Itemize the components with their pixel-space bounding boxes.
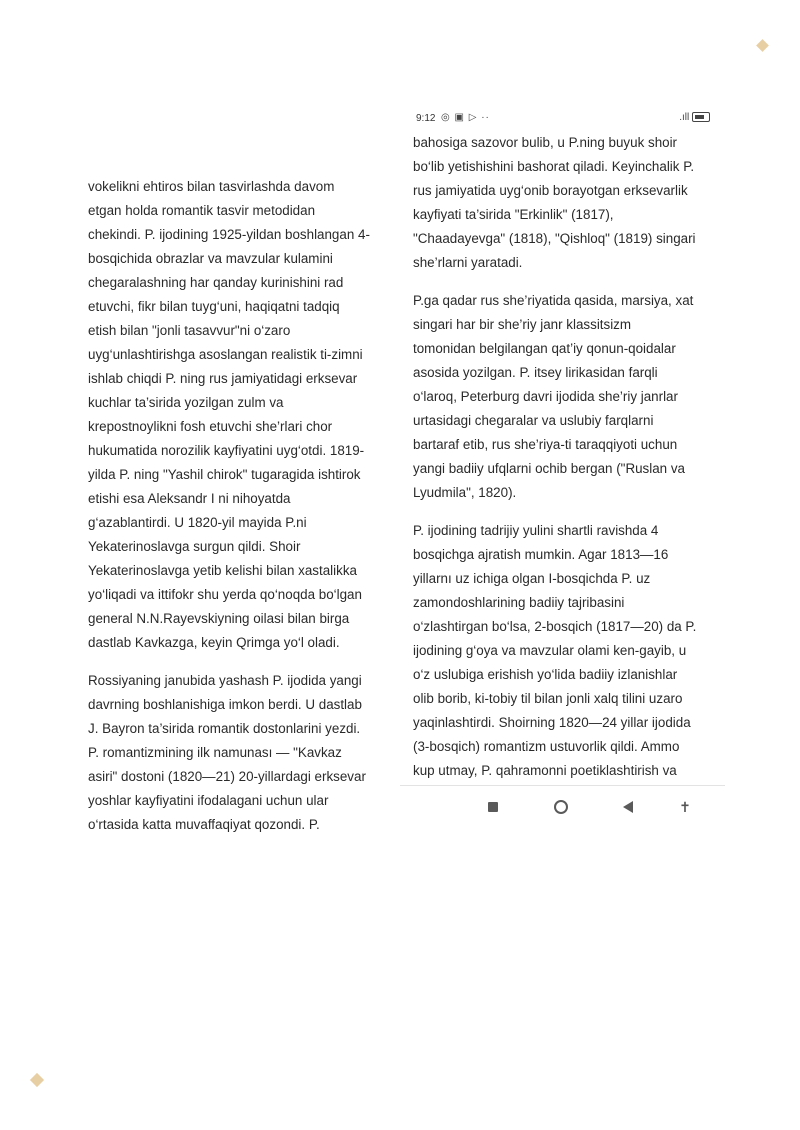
diamond-decoration-icon — [30, 1073, 44, 1087]
text-line: ishlab chiqdi P. ning rus jamiyatidagi erksevar — [88, 371, 358, 386]
text-line: kayfiyati ta’sirida "Erkinlik" (1817), — [413, 207, 614, 222]
text-line: bosqichida obrazlar va mavzular kulamini — [88, 251, 333, 266]
text-line: rus jamiyatida uyg‘onib borayotgan erksevarlik — [413, 183, 688, 198]
text-line: o‘zlashtirgan bo‘lsa, 2-bosqich (1817—20) da P. — [413, 619, 697, 634]
phone-status-bar — [413, 111, 710, 127]
text-line: "Chaadayevga" (1818), "Qishloq" (1819) singari — [413, 231, 696, 246]
text-line: bo‘lib yetishishini bashorat qiladi. Keyinchalik P. — [413, 159, 695, 174]
text-line: bosqichga ajratish mumkin. Agar 1813—16 — [413, 547, 669, 562]
text-line: zamondoshlarining badiiy tajribasini — [413, 595, 625, 610]
text-line: o‘laroq, Peterburg davri ijodida she’riy janrlar — [413, 389, 678, 404]
status-right-icons — [679, 112, 710, 123]
text-line: chegaralashning har qanday kurinishini rad — [88, 275, 344, 290]
text-line: singari har bir she’riy janr klassitsizm — [413, 317, 632, 332]
text-line: vokelikni ehtiros bilan tasvirlashda davom — [88, 179, 335, 194]
battery-icon — [692, 112, 710, 122]
home-circle-icon[interactable] — [553, 799, 569, 815]
text-line: Rossiyaning janubida yashash P. ijodida yangi — [88, 673, 362, 688]
text-line: etuvchi, fikr bilan tuyg‘uni, haqiqatni tadqiq — [88, 299, 340, 314]
text-line: etishi esa Aleksandr I ni nihoyatda — [88, 491, 291, 506]
notification-icons: ◎ ▣ ▷ ·· — [441, 112, 490, 123]
text-line: (3-bosqich) romantizm ustuvorlik qildi. Ammo — [413, 739, 680, 754]
paragraph — [413, 289, 713, 505]
text-line: bartaraf etib, rus she’riya-ti taraqqiyoti uchun — [413, 437, 678, 452]
back-triangle-icon[interactable] — [620, 799, 636, 815]
text-line: yillarnı uz ichiga olgan I-bosqichda P. uz — [413, 571, 651, 586]
text-line: general N.N.Rayevskiyning oilasi bilan birga — [88, 611, 350, 626]
text-line: J. Bayron ta’sirida romantik dostonlarini yezdi. — [88, 721, 361, 736]
text-line: hukumatida norozilik kayfiyatini uyg‘otdi. 1819- — [88, 443, 365, 458]
text-line: urtasidagi chegaralar va uslubiy farqlarni — [413, 413, 654, 428]
text-line: P.ga qadar rus she’riyatida qasida, marsiya, xat — [413, 293, 694, 308]
text-line: Lyudmila", 1820). — [413, 485, 517, 500]
recents-square-icon[interactable] — [485, 799, 501, 815]
signal-icon: .ıll — [679, 112, 690, 123]
text-line: davrning boshlanishiga imkon berdi. U dastlab — [88, 697, 362, 712]
paragraph — [413, 519, 713, 783]
text-line: uyg‘unlashtirishga asoslangan realistik ti-zimni — [88, 347, 363, 362]
text-line: yoshlar kayfiyatini ifodalagani uchun ular — [88, 793, 329, 808]
text-line: she’rlarni yaratadi. — [413, 255, 523, 270]
text-line: yo‘liqadi va ittifokr shu yerda qo‘noqda bo‘lgan — [88, 587, 362, 602]
paragraph — [413, 131, 713, 275]
paragraph — [88, 175, 388, 655]
text-line: Yekaterinoslavga yetib kelishi bilan xastalikka — [88, 563, 357, 578]
text-line: etish bilan "jonli tasavvur"ni o‘zaro — [88, 323, 291, 338]
text-line: yilda P. ning "Yashil chirok" tugaragida ishtirok — [88, 467, 361, 482]
status-time: 9:12 — [416, 113, 436, 124]
text-line: etgan holda romantik tasvir metodidan — [88, 203, 316, 218]
text-line: tomonidan belgilangan qat’iy qonun-qoidalar — [413, 341, 676, 356]
text-line: asosida yozilgan. P. itsey lirikasidan farqli — [413, 365, 658, 380]
diamond-decoration-icon — [756, 39, 769, 52]
text-line: olib borib, ki-tobiy til bilan jonli xalq tilini uzaro — [413, 691, 683, 706]
nav-divider — [400, 785, 725, 786]
phone-nav-bar — [400, 787, 725, 827]
text-line: dastlab Kavkazga, keyin Qrimga yo‘l oladi. — [88, 635, 340, 650]
text-line: g‘azablantirdi. U 1820-yil mayida P.ni — [88, 515, 307, 530]
paragraph — [88, 669, 388, 835]
phone-text-column — [413, 131, 713, 783]
text-line: asiri" dostoni (1820—21) 20-yillardagi erksevar — [88, 769, 366, 784]
accessibility-icon[interactable]: ✝ — [679, 798, 691, 815]
text-line: o‘rtasida katta muvaffaqiyat qozondi. P. — [88, 817, 320, 832]
text-line: o‘z uslubiga erishish yo‘lida badiiy izlanishlar — [413, 667, 678, 682]
text-line: kup utmay, P. qahramonni poetiklashtirish va — [413, 763, 677, 778]
left-text-column — [88, 175, 388, 835]
text-line: chekindi. P. ijodining 1925-yildan boshlangan 4- — [88, 227, 370, 242]
text-line: bahosiga sazovor bulib, u P.ning buyuk shoir — [413, 135, 678, 150]
text-line: yaqinlashtirdi. Shoirning 1820—24 yillar ijodida — [413, 715, 691, 730]
text-line: kuchlar ta’sirida yozilgan zulm va — [88, 395, 284, 410]
text-line: P. romantizmining ilk namunası — "Kavkaz — [88, 745, 342, 760]
text-line: P. ijodining tadrijiy yulini shartli ravishda 4 — [413, 523, 659, 538]
text-line: krepostnoylikni fosh etuvchi she’rlari chor — [88, 419, 333, 434]
text-line: ijodining g‘oya va mavzular olami ken-gayib, u — [413, 643, 687, 658]
text-line: yangi badiiy ufqlarni ochib bergan ("Ruslan va — [413, 461, 685, 476]
text-line: Yekaterinoslavga surgun qildi. Shoir — [88, 539, 301, 554]
